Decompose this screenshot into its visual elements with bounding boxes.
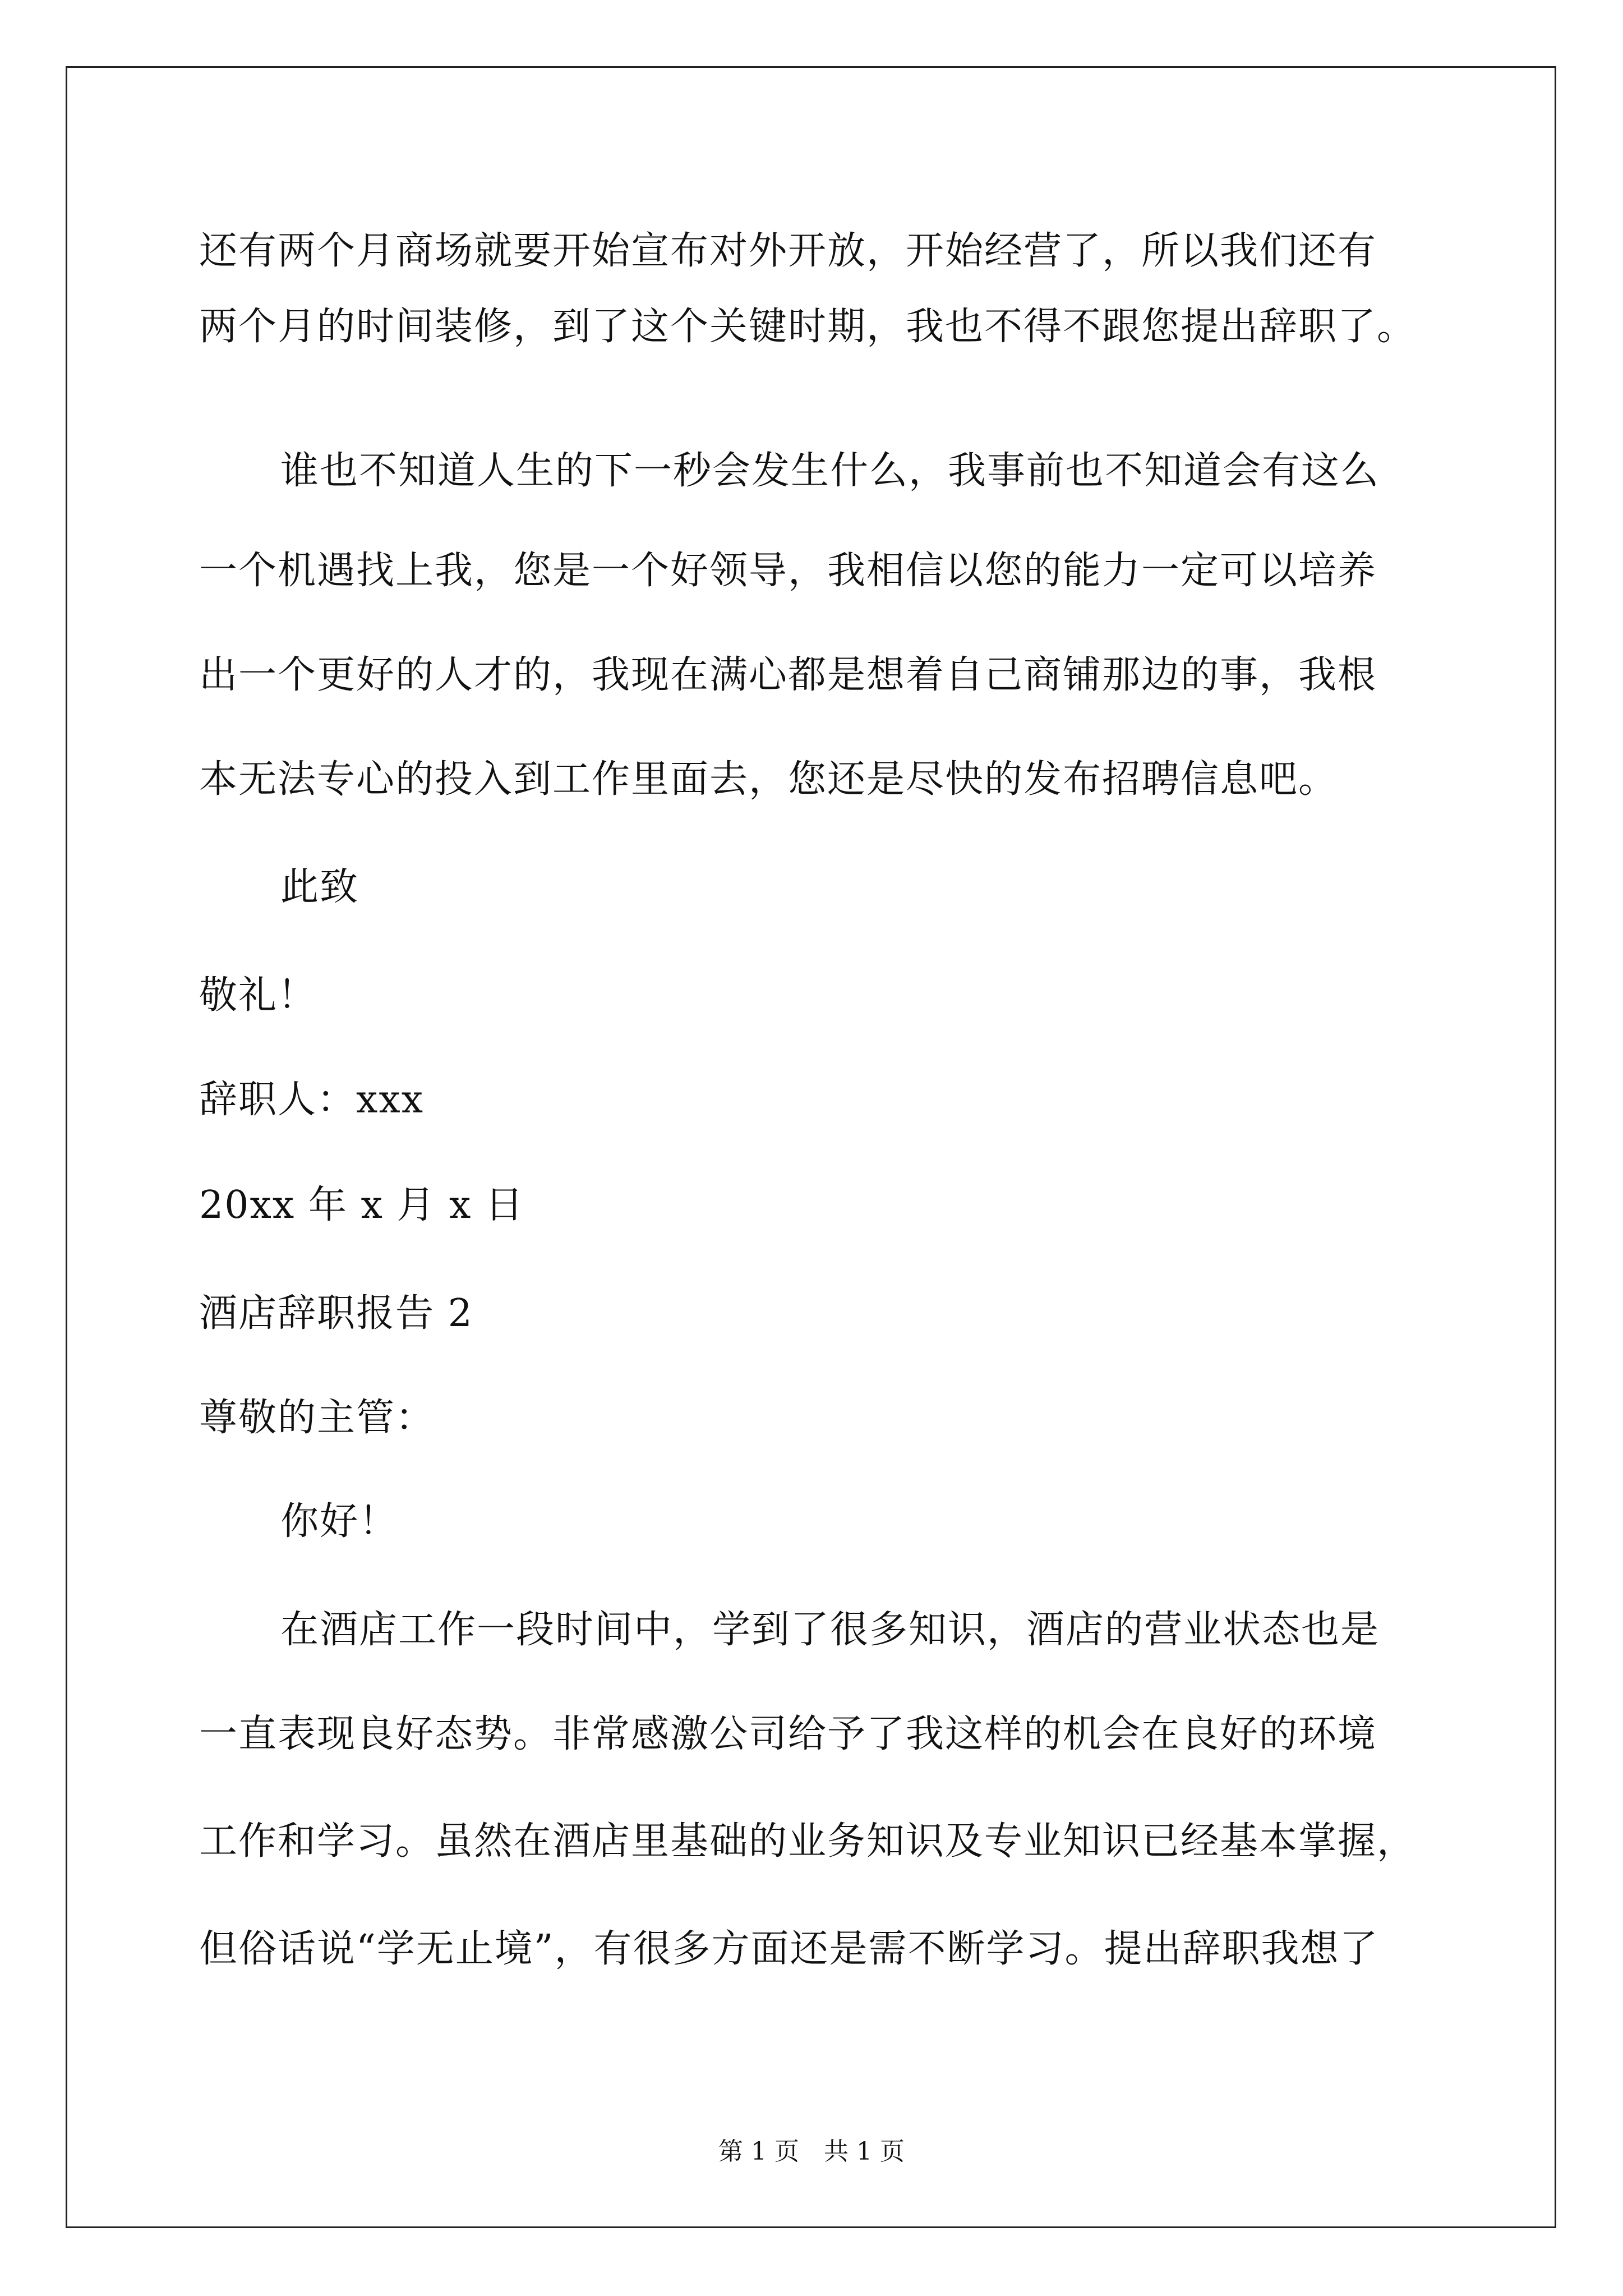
body-line: 工作和学习。虽然在酒店里基础的业务知识及专业知识已经基本掌握， <box>199 1819 1417 1864</box>
body-line: 出一个更好的人才的，我现在满心都是想着自己商铺那边的事，我根 <box>199 653 1377 697</box>
page-footer: 第 1 页 共 1 页 <box>718 2137 905 2166</box>
paragraph-start-line: 谁也不知道人生的下一秒会发生什么，我事前也不知道会有这么 <box>280 449 1380 493</box>
date-line: 20xx 年 x 月 x 日 <box>199 1183 525 1227</box>
closing-line: 此致 <box>280 865 359 909</box>
paragraph-start-line: 在酒店工作一段时间中，学到了很多知识，酒店的营业状态也是 <box>280 1608 1380 1652</box>
salutation-line: 敬礼！ <box>199 973 317 1018</box>
body-line: 还有两个月商场就要开始宣布对外开放，开始经营了，所以我们还有 <box>199 229 1377 273</box>
body-line: 两个月的时间装修，到了这个关键时期，我也不得不跟您提出辞职了。 <box>199 305 1417 349</box>
body-line: 一个机遇找上我，您是一个好领导，我相信以您的能力一定可以培养 <box>199 549 1377 593</box>
page-border <box>66 66 1556 2228</box>
signer-line: 辞职人：xxx <box>199 1078 425 1122</box>
body-line: 一直表现良好态势。非常感激公司给予了我这样的机会在良好的环境 <box>199 1712 1377 1756</box>
body-line: 但俗话说“学无止境”，有很多方面还是需不断学习。提出辞职我想了 <box>199 1927 1379 1971</box>
greeting-line: 你好！ <box>280 1499 399 1544</box>
section-title: 酒店辞职报告 2 <box>199 1291 473 1336</box>
body-line: 本无法专心的投入到工作里面去，您还是尽快的发布招聘信息吧。 <box>199 757 1338 802</box>
greeting-recipient: 尊敬的主管： <box>199 1396 435 1440</box>
